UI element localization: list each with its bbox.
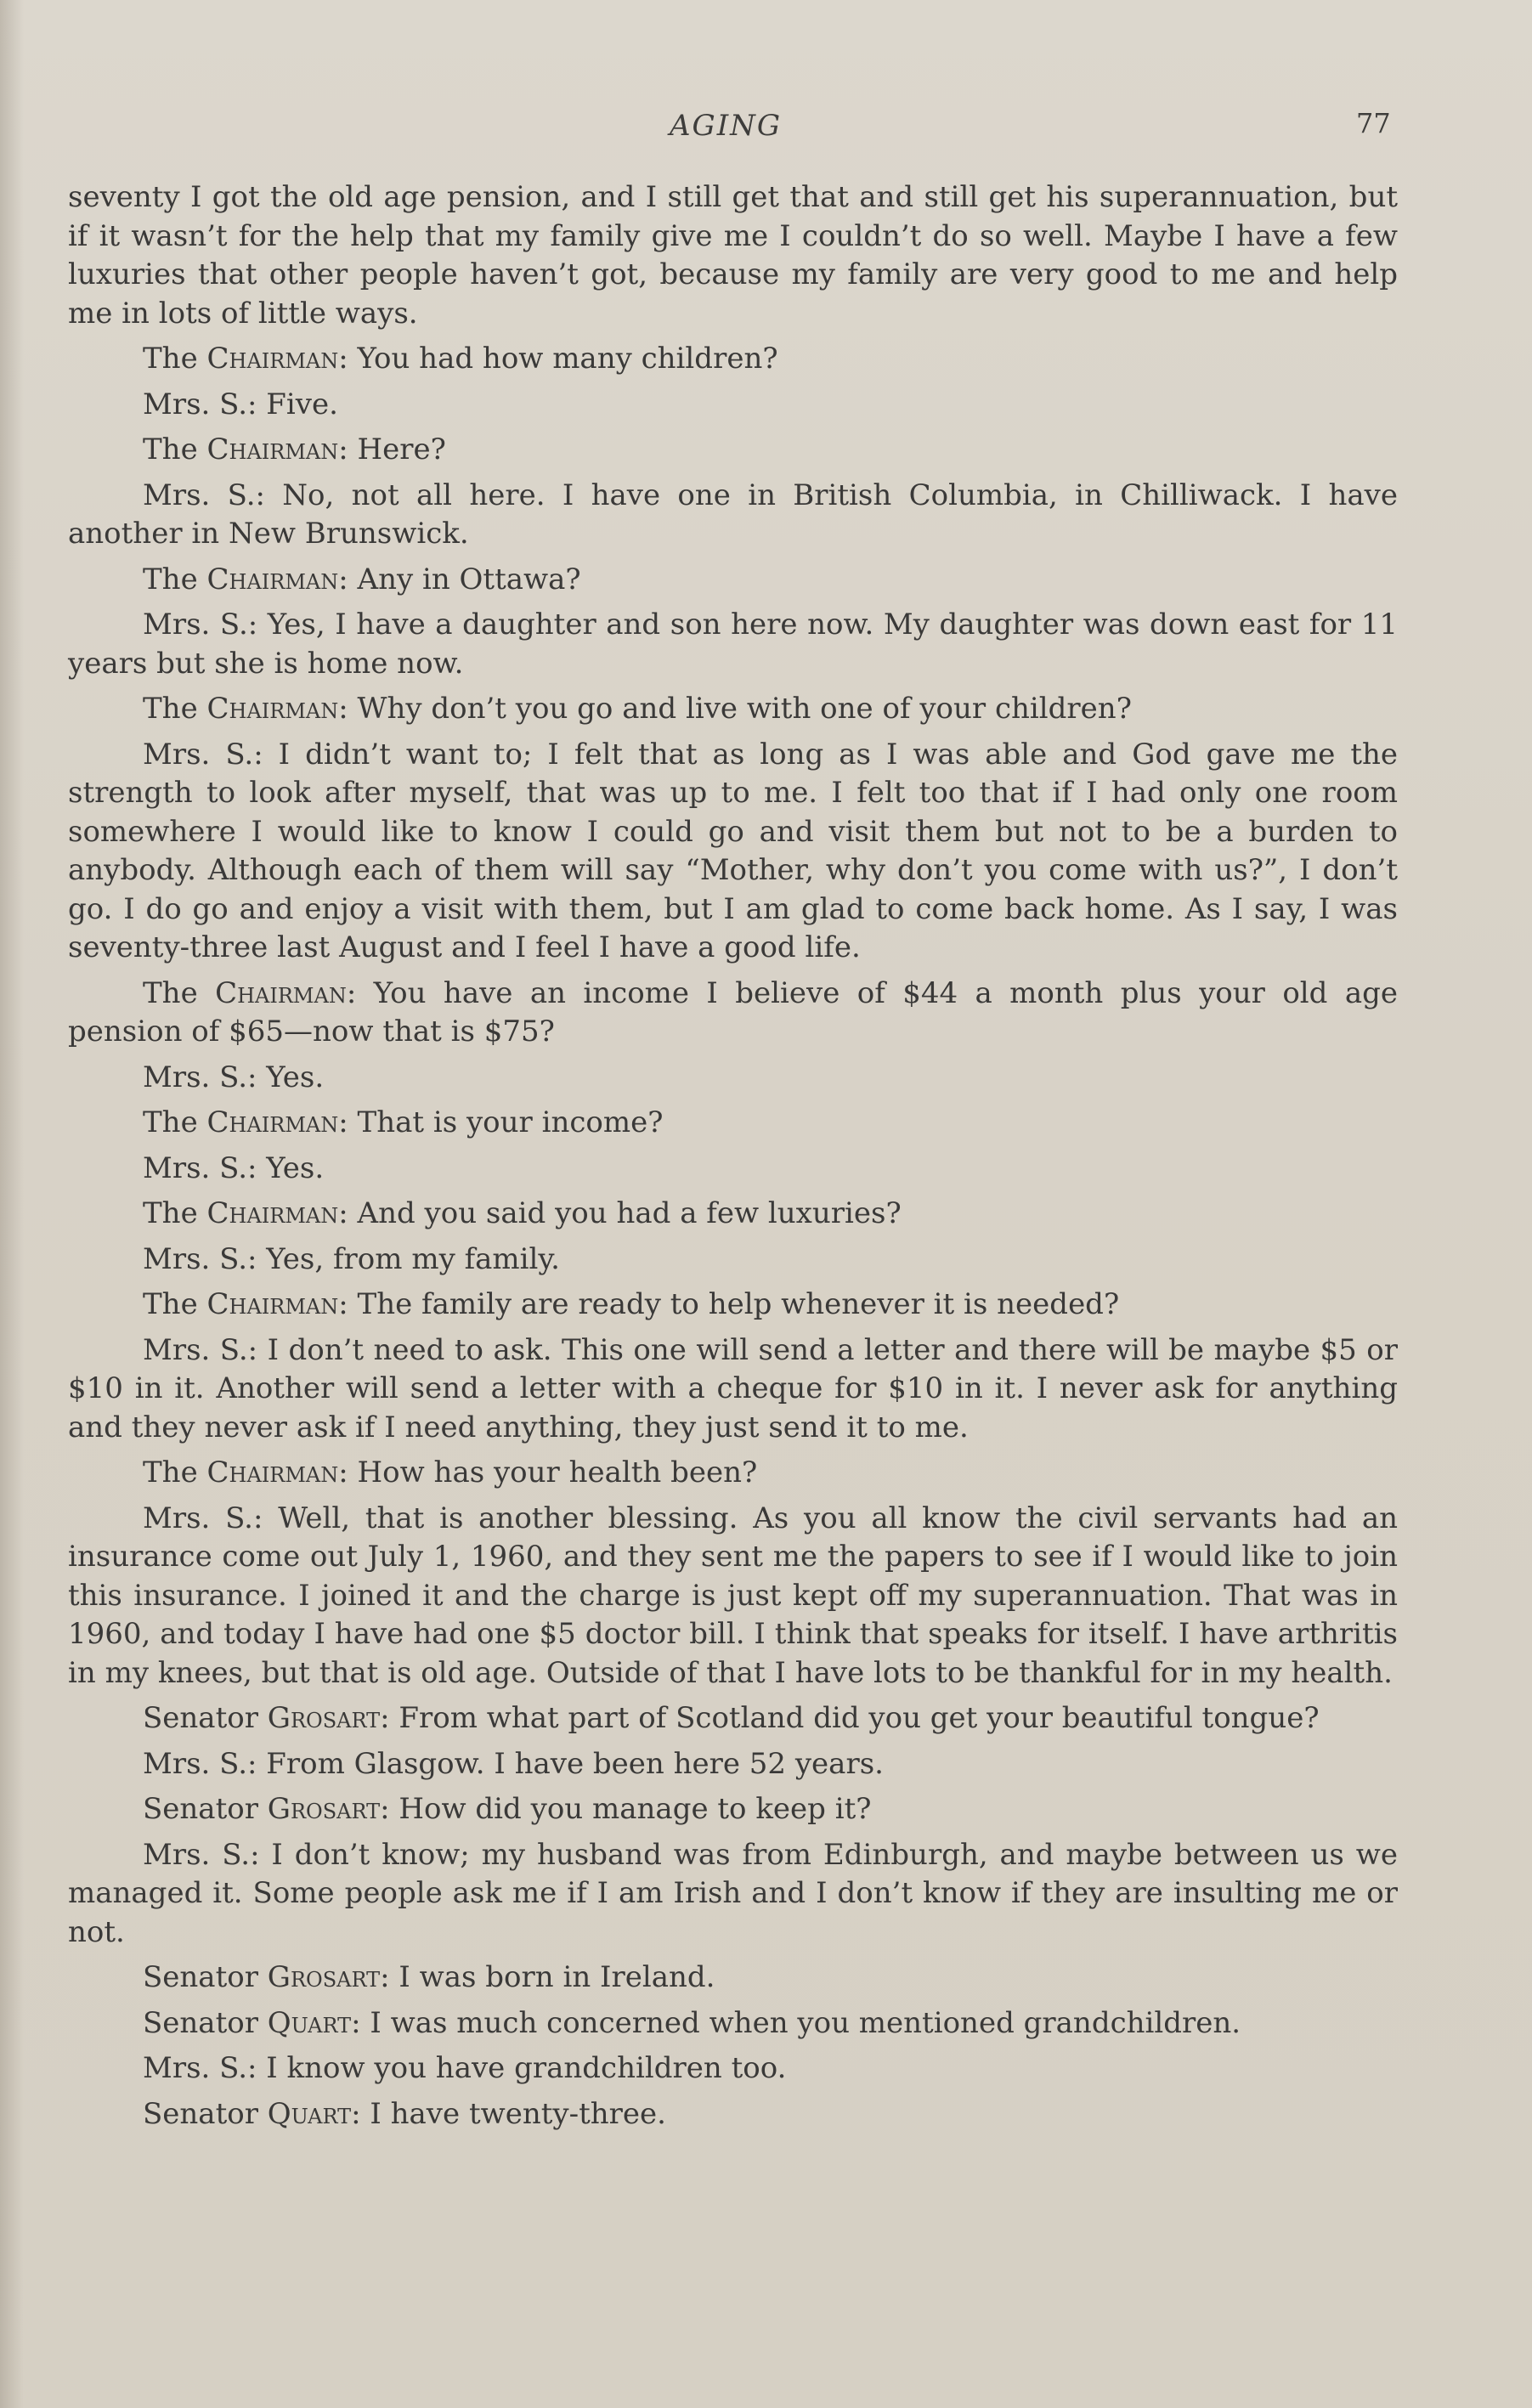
- paragraph: [68, 1331, 1398, 1448]
- speaker-name: Chairman: [206, 692, 339, 726]
- paragraph: [68, 477, 1398, 554]
- paragraph-text: : You have an income I believe of $44 a month plus your old age pension of $65—now that is $75?: [68, 975, 1398, 1049]
- speaker-prefix: Mrs. S.: [143, 1501, 253, 1535]
- speaker-name: Grosart: [267, 1792, 381, 1826]
- paragraph: [68, 1699, 1398, 1738]
- speaker-prefix: Mrs. S.: [143, 608, 248, 642]
- paragraph: [68, 1150, 1398, 1189]
- speaker-name: Chairman: [206, 562, 339, 596]
- speaker-name: Chairman: [206, 1196, 339, 1230]
- paragraph-text: : I don’t know; my husband was from Edinburgh, and maybe between us we managed it. Some people ask me if I am Irish and I don’t know if they are insulting me or not.: [68, 1837, 1398, 1949]
- paragraph-text: seventy I got the old age pension, and I still get that and still get his superannuation, but if it wasn’t for the help that my family give me I couldn’t do so well. Maybe I have a few luxuries that other people haven’t got, because my family are very good to me and help me in lots of little ways.: [68, 180, 1398, 331]
- paragraph: [68, 606, 1398, 683]
- paragraph: [68, 561, 1398, 600]
- speaker-name: Chairman: [206, 342, 339, 376]
- paragraph-text: : Here?: [338, 432, 446, 466]
- running-title: AGING: [670, 109, 783, 143]
- page-number: 77: [1356, 107, 1391, 139]
- speaker-prefix: The: [143, 975, 216, 1010]
- speaker-name: Quart: [267, 2096, 352, 2131]
- speaker-name: Grosart: [267, 1960, 381, 1994]
- speaker-prefix: Senator: [143, 2096, 268, 2131]
- paragraph: [68, 2095, 1398, 2134]
- paragraph: [68, 975, 1398, 1052]
- paragraph: [68, 1836, 1398, 1953]
- paragraph-text: : I know you have grandchildren too.: [247, 2051, 787, 2085]
- paragraph-text: : Five.: [247, 387, 338, 421]
- speaker-name: Grosart: [267, 1701, 381, 1735]
- paragraph-text: : Well, that is another blessing. As you all know the civil servants had an insurance come out July 1, 1960, and they sent me the papers to see if I would like to join this insurance. I joined it and the charge is just kept off my superannuation. That was in 1960, and today I have had one $5 doctor bill. I think that speaks for itself. I have arthritis in my knees, but that is old age. Outside of that I have lots to be thankful for in my health.: [68, 1501, 1398, 1690]
- speaker-prefix: Mrs. S.: [143, 1060, 248, 1094]
- speaker-name: Chairman: [206, 432, 339, 466]
- paragraph-text: : Why don’t you go and live with one of your children?: [338, 692, 1132, 726]
- paragraph-text: : And you said you had a few luxuries?: [338, 1196, 902, 1230]
- speaker-prefix: The: [143, 342, 207, 376]
- paragraph: [68, 386, 1398, 425]
- paragraph-text: : I was born in Ireland.: [380, 1960, 715, 1994]
- paragraph-text: : That is your income?: [338, 1105, 664, 1139]
- paragraph: [68, 431, 1398, 470]
- speaker-prefix: Senator: [143, 1792, 268, 1826]
- paragraph-text: : I was much concerned when you mentioned grandchildren.: [351, 2005, 1241, 2040]
- paragraph: [68, 1454, 1398, 1493]
- speaker-prefix: Mrs. S.: [143, 1150, 248, 1185]
- paragraph: [68, 1241, 1398, 1280]
- paragraph: [68, 2004, 1398, 2043]
- running-head: [0, 109, 1532, 151]
- paragraph-text: : From Glasgow. I have been here 52 years.: [247, 1746, 884, 1781]
- speaker-prefix: Mrs. S.: [143, 387, 248, 421]
- speaker-name: Chairman: [206, 1456, 339, 1489]
- speaker-prefix: Mrs. S.: [143, 1332, 248, 1367]
- paragraph-text: : Yes.: [247, 1060, 325, 1094]
- paragraph-text: : I have twenty-three.: [351, 2096, 666, 2131]
- speaker-prefix: The: [143, 1196, 207, 1230]
- paragraph-text: : From what part of Scotland did you get your beautiful tongue?: [380, 1701, 1320, 1735]
- speaker-prefix: The: [143, 692, 207, 726]
- paragraph-text: : No, not all here. I have one in British Columbia, in Chilliwack. I have another in New Brunswick.: [68, 478, 1398, 551]
- paragraph-text: : I don’t need to ask. This one will send a letter and there will be maybe $5 or $10 in it. Another will send a letter with a cheque for $10 in it. I never ask for anything and they never ask if I need anything, they just send it to me.: [68, 1332, 1398, 1444]
- speaker-prefix: The: [143, 1105, 207, 1139]
- speaker-prefix: Mrs. S.: [143, 1837, 251, 1872]
- speaker-prefix: Mrs. S.: [143, 478, 256, 512]
- paragraph: [68, 1500, 1398, 1693]
- paragraph: [68, 1790, 1398, 1829]
- paragraph: [68, 1059, 1398, 1098]
- paragraph-text: : I didn’t want to; I felt that as long as I was able and God gave me the strength to look after myself, that was up to me. I felt too that if I had only one room somewhere I would like to know I could go and visit them but not to be a burden to anybody. Although each of them will say “Mother, why don’t you come with us?”, I don’t go. I do go and enjoy a visit with them, but I am glad to come back home. As I say, I was seventy-three last August and I feel I have a good life.: [68, 737, 1398, 964]
- speaker-name: Chairman: [206, 1287, 339, 1321]
- paragraph-text: : Yes, I have a daughter and son here now. My daughter was down east for 11 years but she is home now.: [68, 608, 1398, 681]
- speaker-prefix: Mrs. S.: [143, 2051, 248, 2085]
- paragraph: [68, 1286, 1398, 1325]
- speaker-prefix: Mrs. S.: [143, 1241, 248, 1276]
- paragraph-text: : The family are ready to help whenever it is needed?: [338, 1287, 1120, 1321]
- speaker-name: Chairman: [215, 975, 347, 1010]
- speaker-prefix: The: [143, 562, 207, 596]
- speaker-prefix: Senator: [143, 2005, 268, 2040]
- paragraph-text: : How has your health been?: [338, 1456, 758, 1489]
- paragraph: [68, 690, 1398, 729]
- paragraph: [68, 1959, 1398, 1998]
- paragraph: [68, 1104, 1398, 1143]
- speaker-prefix: Mrs. S.: [143, 1746, 248, 1781]
- paragraph: [68, 340, 1398, 379]
- paragraph: [68, 1745, 1398, 1784]
- transcript-body: [68, 178, 1398, 2294]
- speaker-prefix: Mrs. S.: [143, 737, 254, 772]
- paragraph: [68, 736, 1398, 968]
- speaker-prefix: The: [143, 1287, 207, 1321]
- speaker-prefix: Senator: [143, 1701, 268, 1735]
- paragraph-text: : Yes.: [247, 1150, 325, 1185]
- speaker-prefix: The: [143, 1456, 207, 1489]
- speaker-prefix: Senator: [143, 1960, 268, 1994]
- paragraph: [68, 178, 1398, 333]
- paragraph-text: : Yes, from my family.: [247, 1241, 560, 1276]
- paragraph: [68, 2049, 1398, 2089]
- paragraph-text: : You had how many children?: [338, 342, 778, 376]
- speaker-name: Chairman: [206, 1105, 339, 1139]
- speaker-prefix: The: [143, 432, 207, 466]
- speaker-name: Quart: [267, 2005, 352, 2040]
- paragraph-text: : How did you manage to keep it?: [380, 1792, 872, 1826]
- paragraph-text: : Any in Ottawa?: [338, 562, 581, 596]
- paragraph: [68, 1195, 1398, 1234]
